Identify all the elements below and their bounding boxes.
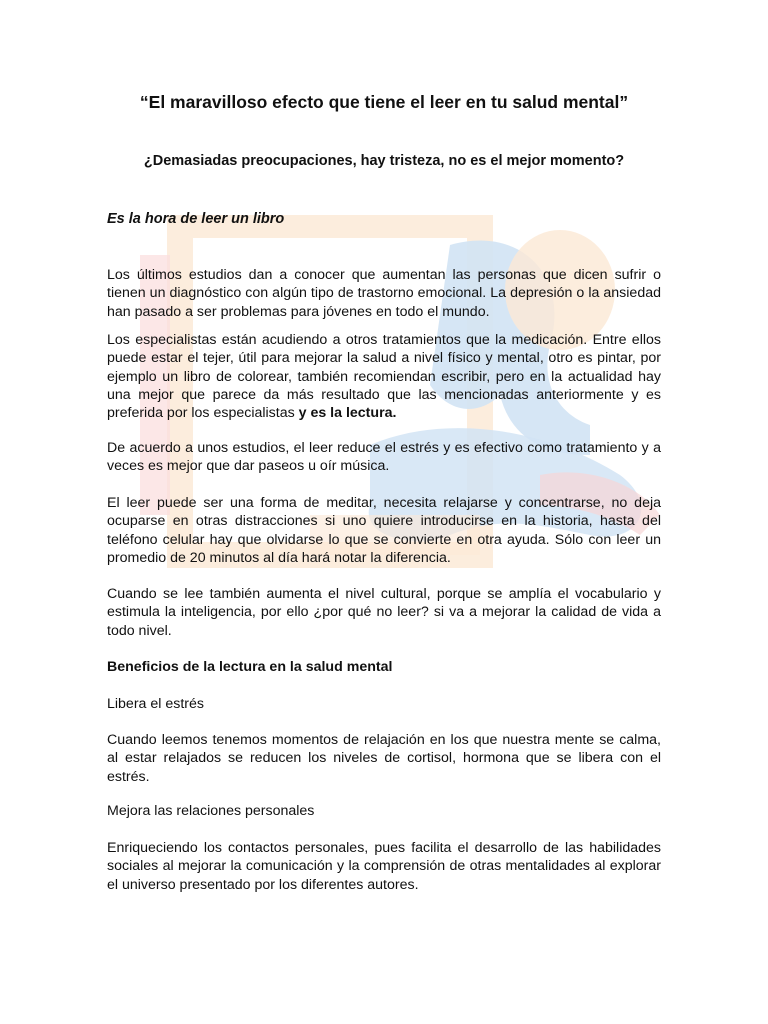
paragraph-2-bold: y es la lectura. — [294, 405, 397, 422]
document-title: “El maravilloso efecto que tiene el leer en tu salud mental” — [139, 92, 629, 112]
benefits-heading: Beneficios de la lectura en la salud mental — [107, 659, 393, 675]
benefit-2-title: Mejora las relaciones personales — [107, 803, 315, 819]
paragraph-2 — [107, 331, 661, 422]
paragraph-3: De acuerdo a unos estudios, el leer reduce el estrés y es efectivo como tratamiento y a veces es mejor que dar paseos u oír música. — [107, 440, 661, 475]
paragraph-2-text: Los especialistas están acudiendo a otros tratamientos que la medicación. Entre ellos puede estar el tejer, útil para mejorar la salud a nivel físico y mental, otro es pintar, por ejemplo un libro de colorear, también recomiendan escribir, pero en la actualidad hay una mejor que parece da más resultado que las mencionadas anteriormente y es preferida por los especialistas — [107, 332, 661, 422]
document-subtitle: ¿Demasiadas preocupaciones, hay tristeza, no es el mejor momento? — [143, 153, 625, 169]
lead-heading: Es la hora de leer un libro — [107, 211, 285, 227]
paragraph-5: Cuando se lee también aumenta el nivel cultural, porque se amplía el vocabulario y estimula la inteligencia, por ello ¿por qué no leer? si va a mejorar la calidad de vida a todo nivel. — [107, 586, 661, 639]
benefit-1-text: Cuando leemos tenemos momentos de relajación en los que nuestra mente se calma, al estar relajados se reducen los niveles de cortisol, hormona que se libera con el estrés. — [107, 732, 661, 785]
benefit-2-text: Enriqueciendo los contactos personales, pues facilita el desarrollo de las habilidades sociales al mejorar la comunicación y la comprensión de otras mentalidades al explorar el universo presentado por los diferentes autores. — [107, 840, 661, 893]
benefit-1-title: Libera el estrés — [107, 696, 204, 712]
paragraph-1: Los últimos estudios dan a conocer que aumentan las personas que dicen sufrir o tienen un diagnóstico con algún tipo de trastorno emocional. La depresión o la ansiedad han pasado a ser problemas para jóvenes en todo el mundo. — [107, 267, 661, 320]
paragraph-4: El leer puede ser una forma de meditar, necesita relajarse y concentrarse, no deja ocuparse en otras distracciones si uno quiere introducirse en la historia, hasta del teléfono celular hay que olvidarse lo que se convierte en otra ayuda. Sólo con leer un promedio de 20 minutos al día hará notar la diferencia. — [107, 495, 661, 566]
